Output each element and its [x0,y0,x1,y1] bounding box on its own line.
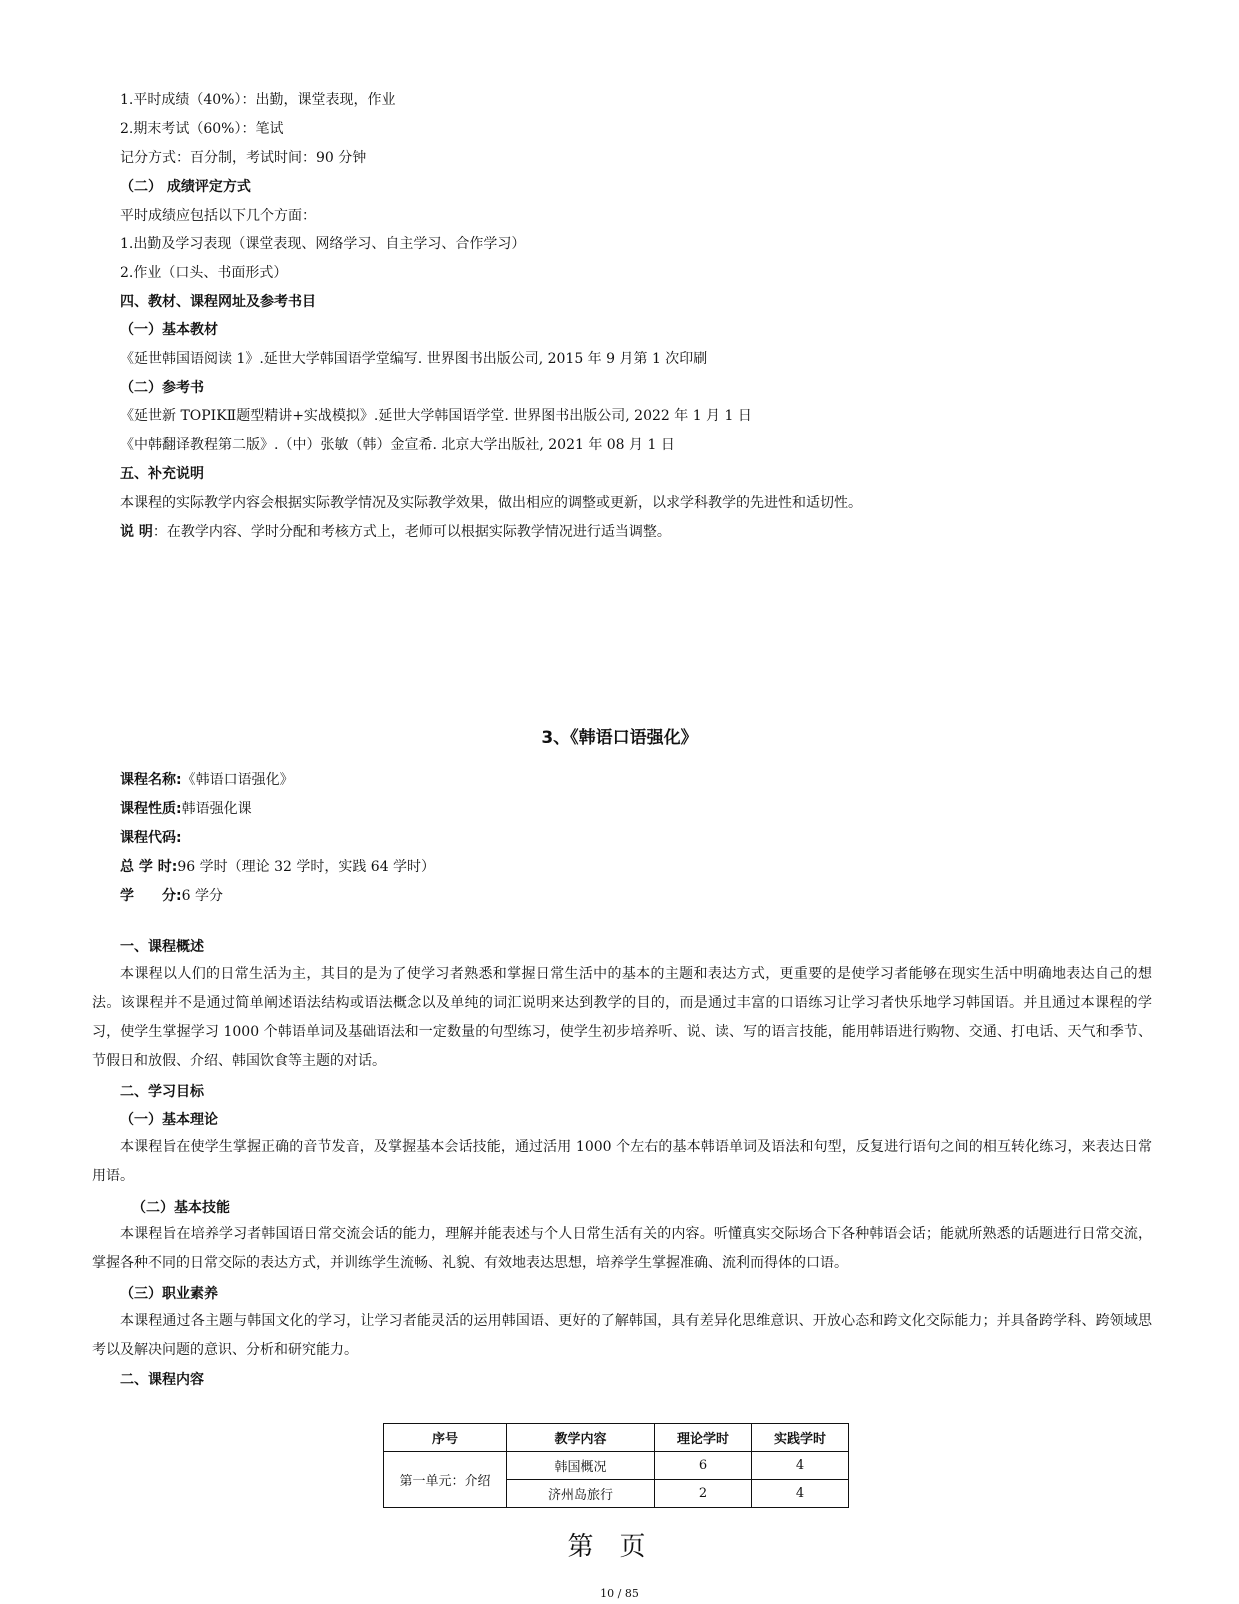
content-cell: 济州岛旅行 [507,1480,655,1508]
note-label: 说 明 [120,524,153,540]
heading-content: 二、课程内容 [120,1372,204,1388]
page-number: 10 / 85 [600,1587,639,1600]
course-name-label: 课程名称: [120,772,182,788]
note-text: ：在教学内容、学时分配和考核方式上，老师可以根据实际教学情况进行适当调整。 [152,524,671,540]
page-label: 第页 [567,1532,672,1562]
heading-objectives: 二、学习目标 [120,1084,204,1100]
practice-cell: 4 [752,1452,849,1480]
unit-cell: 第一单元：介绍 [384,1452,507,1508]
grade-line-2: 2.期末考试（60%）：笔试 [120,121,284,137]
course-title: 3、《韩语口语强化》 [541,728,698,748]
grading-item-1: 1.出勤及学习表现（课堂表现、网络学习、自主学习、合作学习） [120,236,526,252]
content-cell: 韩国概况 [507,1452,655,1480]
course-credit-row [120,886,223,906]
course-name-value: 《韩语口语强化》 [181,772,294,788]
header-content: 教学内容 [507,1424,655,1452]
course-code-row [120,828,182,848]
theory-cell: 2 [655,1480,752,1508]
reference-2: 《中韩翻译教程第二版》.（中）张敏（韩）金宣希. 北京大学出版社, 2021 年 08 月 1 日 [120,437,675,453]
course-nature-label: 课程性质: [120,801,182,817]
literacy-paragraph: 本课程通过各主题与韩国文化的学习，让学习者能灵活的运用韩国语、更好的了解韩国，具有差异化思维意识、开放心态和跨文化交际能力；并具备跨学科、跨领域思考以及解决问题的意识、分析和研究能力。 [92,1313,1152,1358]
note-line [120,522,671,542]
header-practice-hours: 实践学时 [752,1424,849,1452]
theory-paragraph: 本课程旨在使学生掌握正确的音节发音，及掌握基本会话技能，通过活用 1000 个左右的基本韩语单词及语法和句型，反复进行语句之间的相互转化练习，来表达日常用语。 [92,1139,1152,1184]
course-hours-value: 96 学时（理论 32 学时，实践 64 学时） [177,859,436,875]
heading-literacy: （三）职业素养 [120,1286,218,1302]
course-content-table [383,1423,849,1508]
heading-references: （二）参考书 [120,380,204,396]
table-header-row [384,1424,849,1452]
textbook-entry: 《延世韩国语阅读 1》.延世大学韩国语学堂编写. 世界图书出版公司, 2015 年 9 月第 1 次印刷 [120,351,708,367]
course-hours-label: 总 学 时: [120,859,178,875]
practice-cell: 4 [752,1480,849,1508]
course-hours-row [120,857,435,877]
reference-1: 《延世新 TOPIKⅡ题型精讲+实战模拟》.延世大学韩国语学堂. 世界图书出版公司, 2022 年 1 月 1 日 [120,408,752,424]
heading-theory: （一）基本理论 [120,1112,218,1128]
header-theory-hours: 理论学时 [655,1424,752,1452]
supplement-text: 本课程的实际教学内容会根据实际教学情况及实际教学效果，做出相应的调整或更新，以求学科教学的先进性和适切性。 [120,495,862,511]
heading-overview: 一、课程概述 [120,939,204,955]
theory-cell: 6 [655,1452,752,1480]
heading-supplement: 五、补充说明 [120,466,204,482]
course-code-label: 课程代码: [120,830,182,846]
heading-skills: （二）基本技能 [132,1200,230,1216]
course-credit-label: 学 分: [120,888,182,904]
grading-item-2: 2.作业（口头、书面形式） [120,265,288,281]
course-nature-row [120,799,252,819]
course-name-row [120,770,294,790]
overview-paragraph: 本课程以人们的日常生活为主，其目的是为了使学习者熟悉和掌握日常生活中的基本的主题和表达方式，更重要的是使学习者能够在现实生活中明确地表达自己的想法。该课程并不是通过简单阐述语法结构或语法概念以及单纯的词汇说明来达到教学的目的，而是通过丰富的口语练习让学习者快乐地学习韩国语。并且通过本课程的学习，使学生掌握学习 1000 个韩语单词及基础语法和一定数量的句型练习，使学生初步培养听、说、读、写的语言技能，能用韩语进行购物、交通、打电话、天气和季节、节假日和放假、介绍、韩国饮食等主题的对话。 [92,966,1152,1069]
course-nature-value: 韩语强化课 [181,801,252,817]
heading-materials: 四、教材、课程网址及参考书目 [120,294,316,310]
skills-paragraph: 本课程旨在培养学习者韩国语日常交流会话的能力，理解并能表述与个人日常生活有关的内容。听懂真实交际场合下各种韩语会话；能就所熟悉的话题进行日常交流，掌握各种不同的日常交际的表达方式，并训练学生流畅、礼貌、有效地表达思想，培养学生掌握准确、流利而得体的口语。 [92,1226,1152,1271]
grading-intro: 平时成绩应包括以下几个方面： [120,208,316,224]
table-row [384,1452,849,1480]
grade-line-1: 1.平时成绩（40%）：出勤，课堂表现，作业 [120,92,396,108]
header-index: 序号 [384,1424,507,1452]
course-credit-value: 6 学分 [181,888,223,904]
heading-grading: （二） 成绩评定方式 [120,179,251,195]
grade-line-3: 记分方式：百分制，考试时间：90 分钟 [120,150,367,166]
heading-textbook: （一）基本教材 [120,322,218,338]
